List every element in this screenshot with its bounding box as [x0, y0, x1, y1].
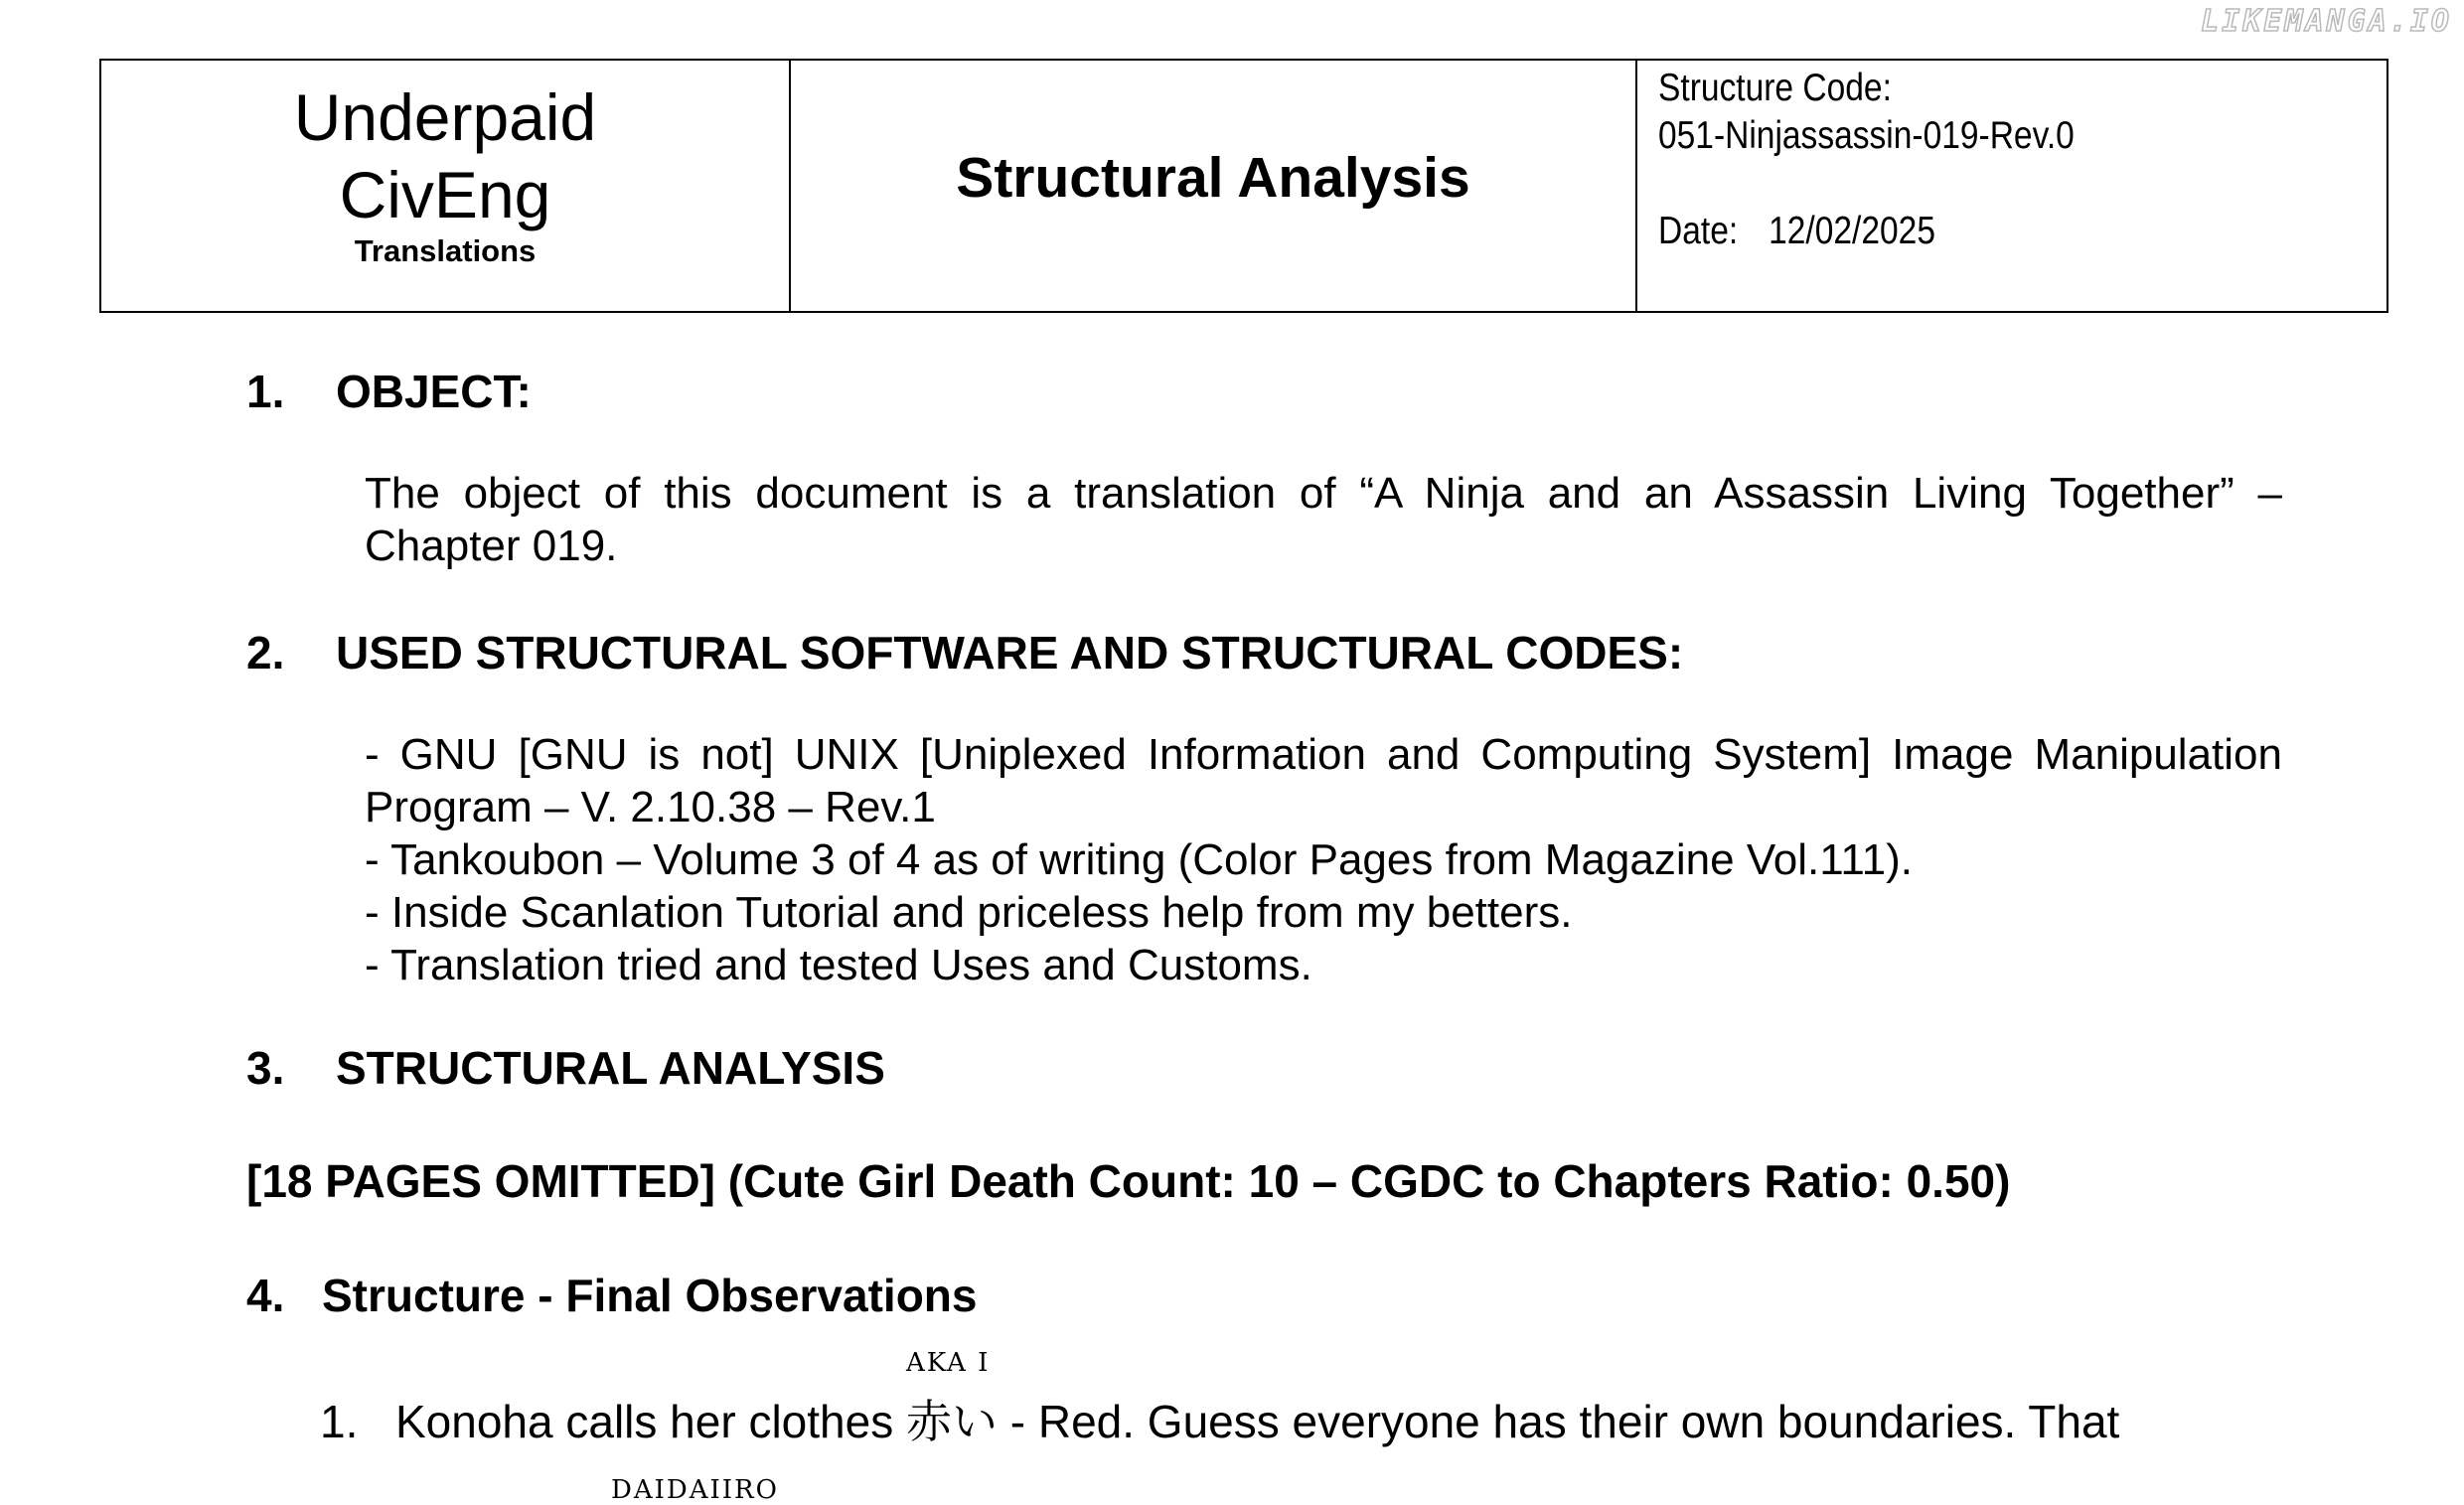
date-row [1658, 208, 2284, 255]
list-item: - Inside Scanlation Tutorial and priceless help from my betters. [365, 888, 1573, 937]
section-title: Structure - Final Observations [322, 1270, 978, 1321]
section-object-heading [246, 365, 532, 418]
observation-text-start: Konoha calls her clothes [395, 1396, 906, 1447]
section-analysis-heading [246, 1041, 885, 1095]
list-item: - Tankoubon – Volume 3 of 4 as of writing (Color Pages from Magazine Vol.111). [365, 835, 1913, 884]
section-title: USED STRUCTURAL SOFTWARE AND STRUCTURAL CODES: [336, 627, 1684, 678]
section-title: STRUCTURAL ANALYSIS [336, 1042, 885, 1094]
section-number: 3. [246, 1042, 285, 1094]
paragraph-line: Chapter 019. [365, 522, 618, 570]
document-title: Structural Analysis [791, 61, 1637, 311]
list-item: - Translation tried and tested Uses and Customs. [365, 941, 1312, 989]
list-item: - GNU [GNU is not] UNIX [Uniplexed Information and Computing System] Image Manipulation [365, 730, 2282, 779]
document-header [99, 59, 2388, 313]
section-software-heading [246, 626, 1683, 679]
furigana-cutoff: DAIDAIIRO [611, 1475, 779, 1505]
date-label: Date: [1658, 210, 1739, 252]
logo-cell [101, 61, 791, 311]
logo-line-2: CivEng [339, 158, 551, 231]
section-number: 4. [246, 1270, 285, 1321]
observation-text-end: - Red. Guess everyone has their own boundaries. That [997, 1396, 2120, 1447]
logo-subtitle: Translations [354, 233, 537, 268]
structure-code-label: Structure Code: [1658, 67, 1892, 109]
japanese-word: 赤い [905, 1396, 998, 1447]
section-object-body [365, 467, 2282, 572]
section-number: 2. [246, 627, 285, 678]
structure-code-value: 051-Ninjassassin-019-Rev.0 [1658, 114, 2075, 157]
observation-number: 1. [320, 1396, 359, 1447]
watermark: LIKEMANGA.IO [2201, 4, 2452, 39]
date-value: 12/02/2025 [1769, 210, 1936, 252]
pages-omitted-note: [18 PAGES OMITTED] (Cute Girl Death Count: 10 – CGDC to Chapters Ratio: 0.50) [246, 1155, 2011, 1207]
section-observations-heading [246, 1269, 977, 1322]
observation-item [320, 1348, 2120, 1451]
section-number: 1. [246, 366, 285, 417]
section-software-body [365, 728, 2282, 991]
japanese-term [905, 1348, 998, 1451]
section-title: OBJECT: [336, 366, 532, 417]
paragraph-line: The object of this document is a translation of “A Ninja and an Assassin Living Together” – [365, 469, 2282, 518]
list-item-continuation: Program – V. 2.10.38 – Rev.1 [365, 783, 936, 831]
furigana: AKA I [905, 1348, 991, 1378]
logo-line-1: Underpaid [293, 80, 597, 154]
info-cell [1637, 61, 2387, 311]
